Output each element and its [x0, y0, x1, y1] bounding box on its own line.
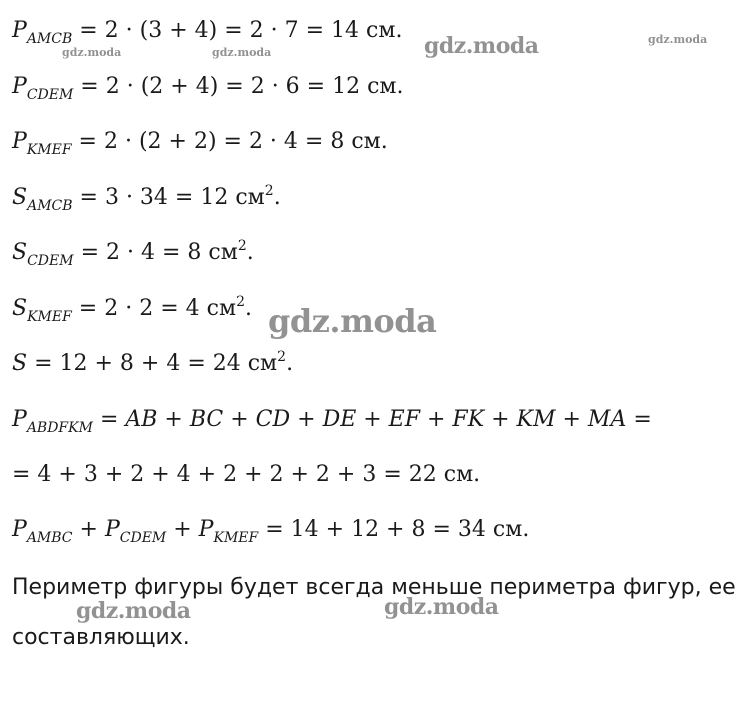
perimeter-parts-sum-line: $P_{AMBC} + P_{CDEM} + P_{KMEF} = 14 + 12 + 8 = 34$ см. [12, 517, 530, 546]
watermark: gdz.moda [62, 46, 122, 59]
watermark: gdz.moda [384, 594, 499, 620]
watermark: gdz.moda [424, 33, 539, 59]
area-kmef-line: $S_{KMEF} = 2 \cdot 2 = 4$ $см^2$. [12, 294, 252, 325]
conclusion-text: Периметр фигуры будет всегда меньше периметра фигур, ее составляющих. [12, 575, 736, 650]
watermark: gdz.moda [76, 598, 191, 624]
perimeter-abdfkm-line: $P_{ABDFKM}$ = AB + BC + CD + DE + EF + FK + KM + MA = [12, 407, 652, 436]
perimeter-kmef-line: $P_{KMEF} = 2 \cdot (2 + 2) = 2 \cdot 4 = 8$ см. [12, 129, 388, 158]
watermark: gdz.moda [648, 33, 708, 46]
perimeter-cdem-line: $P_{CDEM} = 2 \cdot (2 + 4) = 2 \cdot 6 = 12$ см. [12, 74, 404, 103]
watermark: gdz.moda [268, 302, 437, 340]
area-cdem-line: $S_{CDEM} = 2 \cdot 4 = 8$ $см^2$. [12, 238, 254, 269]
watermark: gdz.moda [212, 46, 272, 59]
perimeter-sum-line: = 4 + 3 + 2 + 4 + 2 + 2 + 2 + 3 = 22 см. [12, 462, 481, 487]
total-area-line: S = 12 + 8 + 4 = 24 $см^2$. [12, 349, 294, 376]
perimeter-amcb-line: $P_{AMCB} = 2 \cdot (3 + 4) = 2 \cdot 7 = 14$ см. [12, 18, 403, 47]
area-amcb-line: $S_{AMCB} = 3 \cdot 34 = 12$ $см^2$. [12, 183, 281, 214]
